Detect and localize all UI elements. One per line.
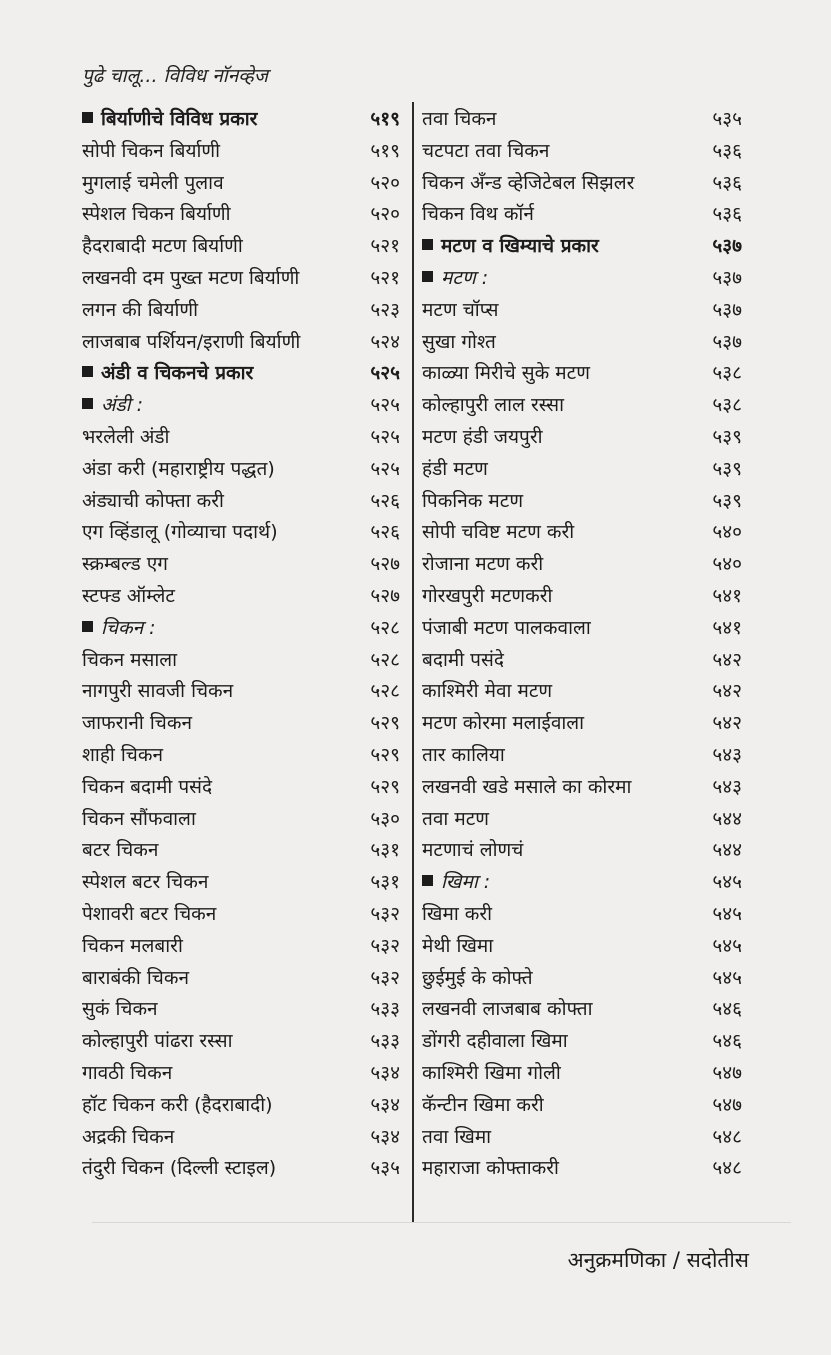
toc-entry-title-text: मटण चॉप्स (422, 298, 499, 321)
toc-page-number: ५४० (712, 521, 742, 544)
toc-entry-title (422, 740, 505, 772)
toc-entry-title-text: चिकन : (101, 616, 156, 639)
toc-column-right (422, 104, 742, 1185)
toc-entry-title-text: डोंगरी दहीवाला खिमा (422, 1030, 568, 1053)
toc-entry (82, 1026, 400, 1058)
toc-entry-title-text: तवा मटण (422, 807, 490, 830)
toc-column-left (82, 104, 400, 1185)
toc-entry (82, 168, 400, 200)
toc-page-number: ५२८ (370, 648, 400, 671)
toc-entry (422, 1153, 742, 1185)
running-header: पुढे चालू... विविध नॉनव्हेज (82, 65, 268, 87)
toc-entry-title (422, 1058, 561, 1090)
toc-entry-title (82, 168, 224, 200)
footer-rule (92, 1222, 791, 1223)
toc-entry (422, 931, 742, 963)
toc-entry (422, 1122, 742, 1154)
toc-entry-title-text: रोजाना मटण करी (422, 553, 544, 576)
toc-entry (82, 835, 400, 867)
toc-entry (422, 613, 742, 645)
toc-entry (422, 645, 742, 677)
toc-entry-title (422, 772, 631, 804)
toc-entry-title-text: शाही चिकन (82, 743, 164, 766)
toc-entry-title (422, 486, 523, 518)
toc-entry (82, 708, 400, 740)
toc-entry-title (422, 422, 543, 454)
toc-entry-title (82, 1026, 233, 1058)
square-bullet-icon (422, 271, 433, 282)
toc-entry-title (82, 963, 189, 995)
toc-entry (422, 454, 742, 486)
toc-entry-title (82, 931, 183, 963)
toc-entry (82, 740, 400, 772)
toc-page-number: ५२५ (370, 394, 400, 417)
toc-entry-title (422, 645, 504, 677)
toc-subheading (422, 263, 742, 295)
toc-page-number: ५२३ (370, 298, 400, 321)
toc-page-number: ५३१ (370, 871, 400, 894)
toc-page-number: ५४० (712, 553, 742, 576)
toc-entry-title-text: चटपटा तवा चिकन (422, 139, 550, 162)
toc-entry-title-text: मटण कोरमा मलाईवाला (422, 712, 585, 735)
toc-entry-title-text: हैदराबादी मटण बिर्याणी (82, 235, 243, 258)
toc-entry (422, 422, 742, 454)
toc-page-number: ५३२ (370, 902, 400, 925)
toc-entry-title-text: पंजाबी मटण पालकवाला (422, 616, 591, 639)
toc-entry-title (82, 295, 198, 327)
toc-page-number: ५३९ (712, 489, 742, 512)
toc-entry (82, 422, 400, 454)
toc-entry-title (422, 390, 564, 422)
toc-page-number: ५४८ (712, 1125, 742, 1148)
toc-page-number: ५३८ (712, 394, 742, 417)
toc-entry-title (82, 517, 278, 549)
toc-page-number: ५४४ (712, 839, 742, 862)
toc-entry (82, 263, 400, 295)
toc-page-number: ५१९ (370, 139, 400, 162)
toc-entry-title-text: बिर्याणीचे विविध प्रकार (101, 108, 258, 130)
toc-page-number: ५४५ (712, 966, 742, 989)
toc-entry-title (82, 454, 275, 486)
toc-entry-title-text: तार कालिया (422, 743, 505, 766)
toc-entry-title (422, 1090, 544, 1122)
toc-entry (82, 1122, 400, 1154)
toc-entry-title (82, 1122, 174, 1154)
toc-entry-title (82, 867, 208, 899)
toc-entry-title-text: काश्मिरी मेवा मटण (422, 680, 553, 703)
toc-page-number: ५२९ (370, 743, 400, 766)
toc-entry (82, 1153, 400, 1185)
toc-entry (422, 136, 742, 168)
toc-page-number: ५२७ (370, 584, 400, 607)
toc-entry-title-text: चिकन मसाला (82, 648, 178, 671)
toc-page-number: ५३७ (712, 330, 742, 353)
toc-entry-title-text: कोल्हापुरी लाल रस्सा (422, 394, 565, 417)
toc-entry-title-text: अंडा करी (महाराष्ट्रीय पद्धत) (82, 457, 275, 480)
toc-entry-title (82, 358, 253, 390)
toc-entry-title-text: मटण : (441, 266, 489, 289)
toc-entry (82, 486, 400, 518)
toc-entry (82, 549, 400, 581)
toc-entry (82, 931, 400, 963)
toc-page-number: ५३२ (370, 934, 400, 957)
toc-page-number: ५४२ (712, 680, 742, 703)
toc-page-number: ५२० (370, 203, 400, 226)
toc-entry-title-text: मेथी खिमा (422, 934, 494, 957)
toc-entry-title (82, 390, 143, 422)
toc-entry-title (82, 104, 257, 136)
toc-page-number: ५२५ (370, 362, 400, 385)
toc-entry-title (82, 327, 300, 359)
toc-entry-title (422, 804, 489, 836)
toc-entry (422, 899, 742, 931)
toc-entry-title-text: काश्मिरी खिमा गोली (422, 1061, 561, 1084)
toc-entry-title-text: लखनवी लाजबाब कोफ्ता (422, 998, 593, 1021)
toc-page-number: ५३७ (712, 266, 742, 289)
toc-page-number: ५४२ (712, 648, 742, 671)
toc-entry-title (422, 1122, 491, 1154)
toc-entry (82, 517, 400, 549)
toc-page-number: ५४७ (712, 1061, 742, 1084)
running-footer: अनुक्रमणिका / सदोतीस (567, 1248, 749, 1272)
toc-entry (422, 581, 742, 613)
toc-entry-title-text: मुगलाई चमेली पुलाव (82, 171, 224, 194)
toc-subheading (422, 867, 742, 899)
toc-entry-title-text: चिकन बदामी पसंदे (82, 775, 213, 798)
toc-page-number: ५२५ (370, 457, 400, 480)
toc-page-number: ५३९ (712, 425, 742, 448)
toc-entry-title (82, 486, 224, 518)
toc-entry-title-text: चिकन अँन्ड व्हेजिटेबल सिझलर (422, 171, 635, 194)
square-bullet-icon (82, 366, 93, 377)
toc-page-number: ५३६ (712, 139, 742, 162)
toc-entry-title-text: पिकनिक मटण (422, 489, 524, 512)
toc-page-number: ५२९ (370, 775, 400, 798)
toc-page-number: ५३६ (712, 171, 742, 194)
toc-entry-title (82, 676, 233, 708)
toc-entry (82, 1090, 400, 1122)
toc-entry (82, 136, 400, 168)
toc-entry-title-text: चिकन मलबारी (82, 934, 183, 957)
square-bullet-icon (82, 621, 93, 632)
toc-entry-title-text: गोरखपुरी मटणकरी (422, 584, 553, 607)
toc-entry-title-text: स्पेशल चिकन बिर्याणी (82, 203, 231, 226)
toc-entry-title (422, 517, 574, 549)
toc-entry-title (422, 835, 523, 867)
toc-page-number: ५४६ (712, 1030, 742, 1053)
toc-entry-title-text: मटण व खिम्याचे प्रकार (441, 235, 599, 258)
toc-page-number: ५४३ (712, 775, 742, 798)
toc-entry-title (82, 645, 177, 677)
toc-page-number: ५४७ (712, 1093, 742, 1116)
toc-entry-title-text: तवा खिमा (422, 1125, 492, 1148)
toc-entry (422, 199, 742, 231)
toc-entry-title-text: अद्रकी चिकन (82, 1125, 175, 1148)
toc-entry (82, 454, 400, 486)
toc-page-number: ५३८ (712, 362, 742, 385)
toc-entry (82, 231, 400, 263)
toc-entry (82, 327, 400, 359)
toc-entry-title (422, 104, 496, 136)
toc-page-number: ५२६ (370, 489, 400, 512)
toc-entry-title-text: चिकन विथ कॉर्न (422, 203, 534, 226)
toc-entry-title (82, 899, 216, 931)
toc-page-number: ५२१ (370, 235, 400, 258)
toc-entry-title (422, 994, 593, 1026)
toc-entry-title-text: लखनवी दम पुख्त मटण बिर्याणी (82, 266, 300, 289)
toc-entry-title-text: जाफरानी चिकन (82, 712, 192, 735)
toc-entry (82, 867, 400, 899)
toc-page-number: ५२६ (370, 521, 400, 544)
toc-entry-title-text: अंडी : (101, 394, 144, 417)
toc-entry-title (82, 422, 169, 454)
toc-entry-title-text: स्टफ्ड ऑम्लेट (82, 584, 175, 607)
toc-page-number: ५३५ (370, 1157, 400, 1180)
toc-entry-title (422, 581, 552, 613)
toc-entry-title-text: हॉट चिकन करी (हैदराबादी) (82, 1093, 273, 1116)
toc-page-number: ५३२ (370, 966, 400, 989)
toc-entry (82, 963, 400, 995)
toc-entry-title (82, 263, 299, 295)
toc-entry-title (82, 136, 220, 168)
toc-entry (82, 804, 400, 836)
toc-entry-title (422, 1026, 568, 1058)
toc-entry-title-text: कोल्हापुरी पांढरा रस्सा (82, 1030, 233, 1053)
toc-entry-title (422, 708, 584, 740)
toc-page-number: ५३४ (370, 1125, 400, 1148)
toc-entry (82, 1058, 400, 1090)
toc-entry (422, 963, 742, 995)
toc-entry-title-text: मटण हंडी जयपुरी (422, 425, 543, 448)
toc-page-number: ५४१ (712, 616, 742, 639)
toc-entry-title-text: तंदुरी चिकन (दिल्ली स्टाइल) (82, 1157, 277, 1180)
toc-entry-title-text: लखनवी खडे मसाले का कोरमा (422, 775, 632, 798)
toc-entry-title (422, 327, 496, 359)
toc-page-number: ५३४ (370, 1093, 400, 1116)
toc-entry-title-text: खिमा : (441, 871, 491, 894)
toc-entry-title-text: सुकं चिकन (82, 998, 158, 1021)
toc-entry (422, 327, 742, 359)
toc-entry-title (422, 931, 493, 963)
toc-page-number: ५१९ (370, 108, 400, 130)
toc-entry-title-text: बाराबंकी चिकन (82, 966, 189, 989)
toc-entry-title-text: बटर चिकन (82, 839, 159, 862)
toc-entry-title (422, 1153, 559, 1185)
toc-entry-title-text: अंड्याची कोफ्ता करी (82, 489, 224, 512)
toc-entry-title-text: खिमा करी (422, 902, 493, 925)
toc-entry-title-text: एग व्हिंडालू (गोव्याचा पदार्थ) (82, 521, 278, 544)
toc-entry-title (82, 708, 192, 740)
toc-entry-title (82, 994, 158, 1026)
toc-page-number: ५४५ (712, 871, 742, 894)
toc-entry-title (82, 835, 158, 867)
toc-page-number: ५४१ (712, 584, 742, 607)
toc-entry-title (422, 963, 533, 995)
toc-page-number: ५३१ (370, 839, 400, 862)
toc-page-number: ५२९ (370, 712, 400, 735)
toc-entry (422, 708, 742, 740)
toc-entry-title-text: लगन की बिर्याणी (82, 298, 199, 321)
toc-entry (422, 517, 742, 549)
toc-entry-title (422, 867, 490, 899)
toc-entry-title (422, 231, 599, 263)
toc-page-number: ५४२ (712, 712, 742, 735)
toc-entry (422, 1090, 742, 1122)
toc-entry-title (82, 199, 231, 231)
toc-entry-title (82, 613, 156, 645)
square-bullet-icon (422, 239, 433, 250)
toc-entry-title-text: कॅन्टीन खिमा करी (422, 1093, 544, 1116)
toc-entry-title (422, 613, 591, 645)
toc-entry (422, 549, 742, 581)
toc-entry-title (422, 899, 492, 931)
square-bullet-icon (82, 398, 93, 409)
toc-entry-title-text: चिकन सौंफवाला (82, 807, 196, 830)
toc-page-number: ५३५ (712, 108, 742, 130)
toc-entry-title-text: सोपी चविष्ट मटण करी (422, 521, 575, 544)
toc-entry-title (82, 1090, 273, 1122)
toc-page-number: ५२१ (370, 266, 400, 289)
toc-page-number: ५२७ (370, 553, 400, 576)
toc-page-number: ५४५ (712, 902, 742, 925)
toc-entry-title-text: बदामी पसंदे (422, 648, 504, 671)
toc-page-number: ५४४ (712, 807, 742, 830)
toc-entry (422, 168, 742, 200)
toc-entry (422, 104, 742, 136)
toc-entry-title-text: अंडी व चिकनचे प्रकार (101, 362, 254, 385)
toc-entry-title-text: छुईमुई के कोफ्ते (422, 966, 533, 989)
toc-page-number: ५३६ (712, 203, 742, 226)
toc-entry (82, 676, 400, 708)
toc-page-number: ५४६ (712, 998, 742, 1021)
toc-entry-title (422, 199, 534, 231)
toc-entry-title-text: पेशावरी बटर चिकन (82, 902, 217, 925)
toc-entry-title-text: सोपी चिकन बिर्याणी (82, 139, 221, 162)
toc-entry-title (422, 263, 488, 295)
toc-page-number: ५४५ (712, 934, 742, 957)
toc-entry-title-text: काळ्या मिरीचे सुके मटण (422, 362, 590, 385)
toc-entry-title (422, 549, 543, 581)
toc-entry-title (82, 804, 196, 836)
toc-entry (82, 994, 400, 1026)
toc-entry (422, 358, 742, 390)
toc-entry-title-text: स्पेशल बटर चिकन (82, 871, 209, 894)
toc-entry-title (422, 676, 552, 708)
toc-entry (422, 994, 742, 1026)
toc-entry-title (82, 581, 175, 613)
square-bullet-icon (82, 112, 93, 123)
toc-page-number: ५४८ (712, 1157, 742, 1180)
toc-entry (82, 645, 400, 677)
toc-section-heading (82, 358, 400, 390)
toc-page-number: ५३४ (370, 1061, 400, 1084)
toc-entry-title (82, 549, 168, 581)
toc-entry (82, 199, 400, 231)
toc-entry (82, 772, 400, 804)
toc-entry (82, 899, 400, 931)
toc-entry-title (82, 772, 212, 804)
toc-page-number: ५३० (370, 807, 400, 830)
toc-entry-title (422, 136, 549, 168)
toc-entry (422, 772, 742, 804)
toc-entry (422, 486, 742, 518)
toc-page-number: ५३७ (712, 298, 742, 321)
square-bullet-icon (422, 875, 433, 886)
toc-entry (82, 581, 400, 613)
toc-page-number: ५३३ (370, 998, 400, 1021)
toc-entry-title-text: लाजबाब पर्शियन/इराणी बिर्याणी (82, 330, 301, 353)
toc-page-number: ५३९ (712, 457, 742, 480)
toc-entry (82, 295, 400, 327)
toc-entry-title-text: तवा चिकन (422, 108, 497, 130)
toc-subheading (82, 613, 400, 645)
toc-entry-title-text: महाराजा कोफ्ताकरी (422, 1157, 559, 1180)
toc-entry (422, 804, 742, 836)
toc-entry-title-text: हंडी मटण (422, 457, 488, 480)
toc-entry-title-text: भरलेली अंडी (82, 425, 170, 448)
toc-subheading (82, 390, 400, 422)
toc-entry-title-text: सुखा गोश्त (422, 330, 496, 353)
toc-page-number: ५२५ (370, 425, 400, 448)
toc-entry-title (422, 358, 590, 390)
toc-entry-title (422, 454, 488, 486)
toc-entry (422, 676, 742, 708)
toc-entry-title-text: नागपुरी सावजी चिकन (82, 680, 234, 703)
toc-page-number: ५२० (370, 171, 400, 194)
toc-page-number: ५२४ (370, 330, 400, 353)
toc-section-heading (82, 104, 400, 136)
toc-entry-title (422, 168, 634, 200)
toc-entry-title-text: मटणाचं लोणचं (422, 839, 524, 862)
toc-entry (422, 835, 742, 867)
toc-entry-title-text: गावठी चिकन (82, 1061, 173, 1084)
toc-entry-title (82, 740, 163, 772)
toc-entry-title (82, 1058, 172, 1090)
toc-page-number: ५४३ (712, 743, 742, 766)
column-divider (412, 102, 414, 1222)
toc-entry-title (82, 231, 243, 263)
toc-entry (422, 390, 742, 422)
toc-page-number: ५३३ (370, 1030, 400, 1053)
toc-entry (422, 1058, 742, 1090)
toc-page-number: ५३७ (712, 235, 742, 258)
toc-page-number: ५२८ (370, 616, 400, 639)
toc-entry (422, 740, 742, 772)
toc-section-heading (422, 231, 742, 263)
toc-entry (422, 295, 742, 327)
toc-entry-title-text: स्क्रम्बल्ड एग (82, 553, 168, 576)
toc-entry-title (422, 295, 499, 327)
toc-entry-title (82, 1153, 276, 1185)
toc-page-number: ५२८ (370, 680, 400, 703)
toc-entry (422, 1026, 742, 1058)
